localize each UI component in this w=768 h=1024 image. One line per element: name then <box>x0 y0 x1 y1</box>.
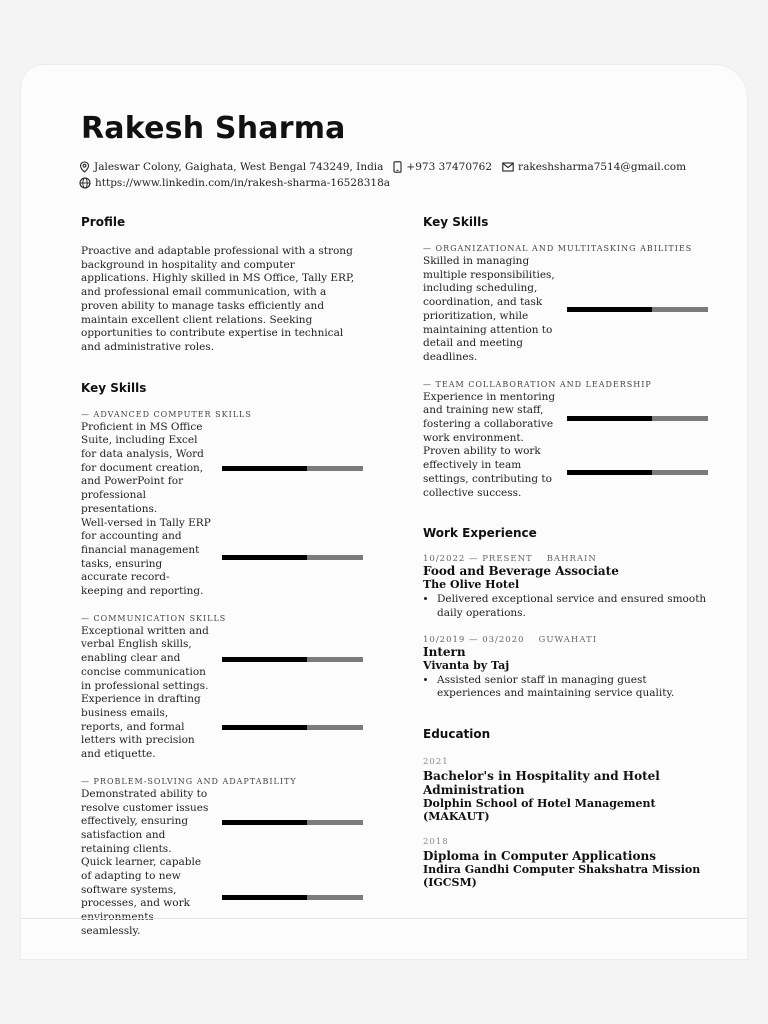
email-icon <box>502 162 514 172</box>
skill-text: Well-versed in Tally ERP for accounting and financial management tasks, ensuring accurate record-keeping and reporting. <box>81 516 211 598</box>
skill-level-fill <box>567 470 652 475</box>
skill-level-bar <box>222 725 363 730</box>
skill-level-fill <box>567 307 652 312</box>
skill-level-fill <box>222 657 307 662</box>
phone-icon <box>393 161 402 173</box>
skill-item <box>81 517 365 599</box>
job-dates: 10/2019 — 03/2020 <box>423 634 525 645</box>
resume-name: Rakesh Sharma <box>81 111 346 146</box>
skill-level-fill <box>222 466 307 471</box>
skill-text: Exceptional written and verbal English skills, enabling clear and concise communication in professional settings. <box>81 624 209 692</box>
education-school: Dolphin School of Hotel Management (MAKAUT) <box>423 797 656 824</box>
skill-text: Quick learner, capable of adapting to new software systems, processes, and work seamlessly. <box>81 856 202 937</box>
skill-level-fill <box>222 895 307 900</box>
skill-item <box>81 856 365 938</box>
contact-line-1 <box>79 161 686 173</box>
skill-item <box>423 255 711 365</box>
job-title: Food and Beverage Associate <box>423 564 619 579</box>
contact-phone: +973 37470762 <box>406 161 493 173</box>
education-heading: Education <box>423 727 491 742</box>
job-bullets <box>423 593 711 620</box>
skill-text: Demonstrated ability to resolve customer issues effectively, ensuring satisfaction and retaining clients. <box>81 787 209 855</box>
skill-item <box>81 421 365 517</box>
skill-level-fill <box>222 555 307 560</box>
left-column <box>81 215 365 939</box>
skill-text: Skilled in managing multiple responsibilities, including scheduling, coordination, and task prioritization, while maintaining attention to detail and meeting deadlines. <box>423 255 555 363</box>
skill-text: Experience in drafting business emails, reports, and formal letters with precision and etiquette. <box>81 693 201 761</box>
skill-level-bar <box>222 895 363 900</box>
education-school: Indira Gandhi Computer Shakshatra Mission (IGCSM) <box>423 863 701 890</box>
education-year: 2018 <box>423 837 449 848</box>
key-skills-heading: Key Skills <box>81 380 147 395</box>
job-meta <box>423 635 711 645</box>
skill-text: Proficient in MS Office Suite, including Excel for data analysis, Word for document creation, and PowerPoint for professional presentations. <box>81 420 204 515</box>
skill-item <box>81 693 365 762</box>
skill-category: — COMMUNICATION SKILLS <box>81 613 227 623</box>
resume-page <box>20 64 748 960</box>
skill-item <box>423 445 711 500</box>
skill-level-fill <box>222 820 307 825</box>
job-bullet: • Delivered exceptional service and ensured smooth daily operations. <box>437 593 711 620</box>
location-pin-icon <box>79 161 90 173</box>
skill-category: — ORGANIZATIONAL AND MULTITASKING ABILITIES <box>423 244 693 253</box>
skill-category: — TEAM COLLABORATION AND LEADERSHIP <box>423 379 652 389</box>
right-column <box>423 215 711 889</box>
skill-level-bar <box>567 307 708 312</box>
job-location: GUWAHATI <box>538 634 598 645</box>
job-title: Intern <box>423 644 466 659</box>
skill-level-bar <box>567 470 708 475</box>
contact-email[interactable]: rakeshsharma7514@gmail.com <box>518 161 687 173</box>
job-location: BAHRAIN <box>546 554 597 565</box>
skill-text: Experience in mentoring and training new staff, fostering a collaborative work environment. <box>423 390 556 444</box>
job-bullet: • Assisted senior staff in managing guest experiences and maintaining service quality. <box>437 674 711 701</box>
skill-item <box>81 788 365 857</box>
education-degree: Bachelor's in Hospitality and Hotel Administration <box>423 769 660 798</box>
skill-item <box>81 625 365 694</box>
skill-category: — ADVANCED COMPUTER SKILLS <box>81 409 252 419</box>
skill-category: — PROBLEM-SOLVING AND ADAPTABILITY <box>81 776 297 786</box>
skill-level-bar <box>222 820 363 825</box>
profile-heading: Profile <box>81 215 126 229</box>
education-degree: Diploma in Computer Applications <box>423 849 656 864</box>
skill-level-fill <box>567 416 652 421</box>
job-dates: 10/2022 — PRESENT <box>423 554 533 565</box>
profile-text: Proactive and adaptable professional with a strong background in hospitality and computer applications. Highly skilled in MS Office, Tally ERP, and professional email communication, with a proven ability to manage tasks efficiently and maintain excellent client relations. Seeking opportunities to contribute expertise in technical and administrative roles. <box>81 245 355 353</box>
globe-icon <box>79 177 91 189</box>
contact-address: Jaleswar Colony, Gaighata, West Bengal 743249, India <box>94 161 384 173</box>
job-bullets <box>423 674 711 701</box>
job-company: The Olive Hotel <box>423 578 520 592</box>
work-experience-heading: Work Experience <box>423 526 537 541</box>
contact-line-2 <box>79 177 390 189</box>
skill-item <box>423 391 711 446</box>
skill-level-bar <box>222 466 363 471</box>
key-skills-heading: Key Skills <box>423 215 489 229</box>
skill-level-fill <box>222 725 307 730</box>
page-divider <box>20 918 748 919</box>
job-meta <box>423 554 711 564</box>
skill-text: Proven ability to work effectively in team settings, contributing to collective success. <box>423 445 552 499</box>
contact-linkedin[interactable]: https://www.linkedin.com/in/rakesh-sharma-16528318a <box>95 177 391 189</box>
skill-level-bar <box>567 416 708 421</box>
education-year: 2021 <box>423 757 449 768</box>
skill-level-bar <box>222 657 363 662</box>
job-company: Vivanta by Taj <box>423 658 510 672</box>
skill-level-bar <box>222 555 363 560</box>
